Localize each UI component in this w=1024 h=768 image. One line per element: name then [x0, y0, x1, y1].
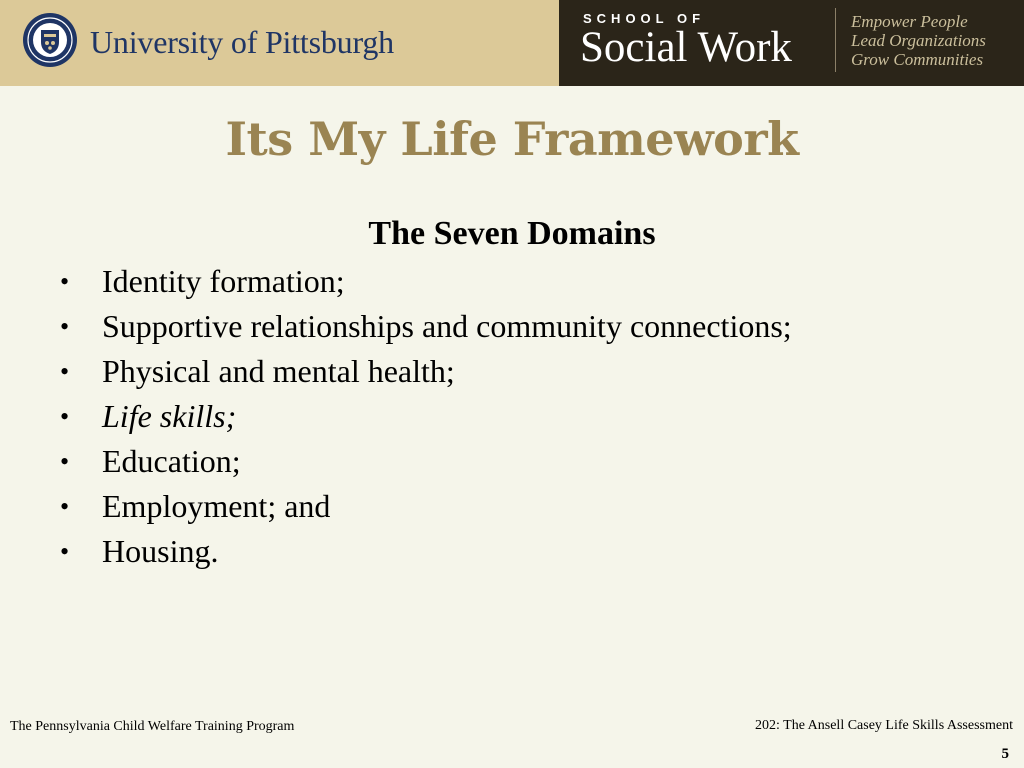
domain-label: Identity formation; [102, 263, 345, 299]
bullet-icon: • [60, 537, 70, 566]
bullet-icon: • [60, 312, 70, 341]
university-name: University of Pittsburgh [90, 24, 394, 60]
domain-label: Employment; and [102, 488, 331, 524]
footer-course-name: 202: The Ansell Casey Life Skills Assessment [755, 718, 1013, 733]
header-divider [835, 8, 836, 72]
bullet-icon: • [60, 402, 70, 431]
university-seal-icon [22, 12, 78, 68]
domain-item [60, 484, 792, 529]
domain-item [60, 349, 792, 394]
domain-label: Education; [102, 443, 241, 479]
domain-item [60, 304, 792, 349]
school-tagline [851, 12, 986, 69]
school-of-label: SCHOOL OF [583, 11, 706, 26]
domain-item [60, 259, 792, 304]
footer-program-name: The Pennsylvania Child Welfare Training Program [10, 719, 295, 734]
slide-header [0, 0, 1024, 86]
bullet-icon: • [60, 267, 70, 296]
university-banner [0, 0, 559, 86]
bullet-icon: • [60, 492, 70, 521]
slide-title: Its My Life Framework [225, 112, 799, 166]
page-number: 5 [1001, 746, 1009, 762]
domain-list [60, 259, 792, 574]
school-name: Social Work [580, 24, 792, 71]
domain-item [60, 394, 792, 439]
domain-label: Housing. [102, 533, 219, 569]
bullet-icon: • [60, 357, 70, 386]
tagline-line: Lead Organizations [851, 31, 986, 50]
bullet-icon: • [60, 447, 70, 476]
domain-label: Physical and mental health; [102, 353, 455, 389]
domain-label: Supportive relationships and community connections; [102, 308, 792, 344]
domain-item [60, 529, 792, 574]
tagline-line: Grow Communities [851, 50, 984, 69]
slide-subtitle: The Seven Domains [368, 215, 656, 252]
domain-item [60, 439, 792, 484]
tagline-line: Empower People [851, 12, 968, 31]
domain-label: Life skills; [102, 398, 237, 434]
